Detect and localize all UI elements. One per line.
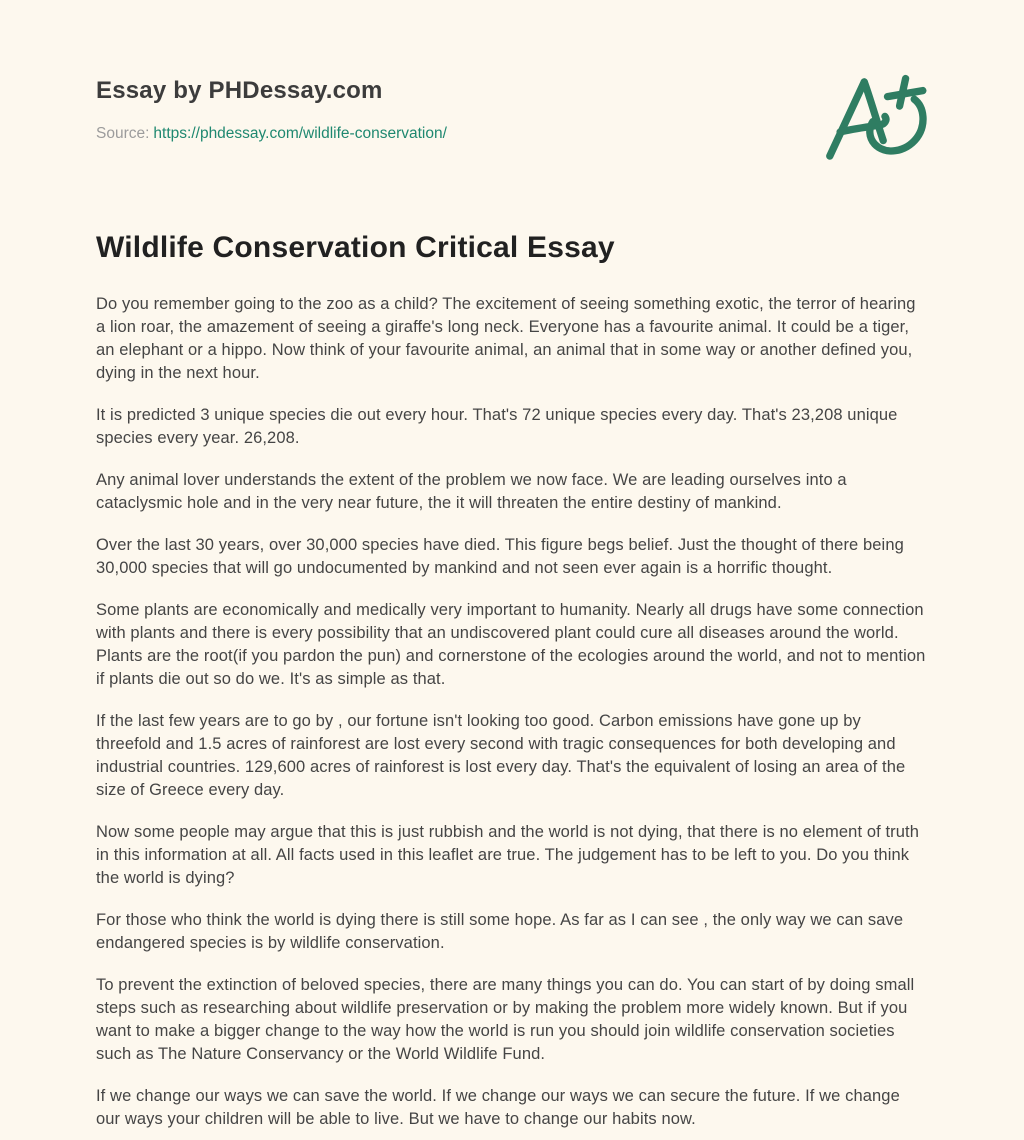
source-label: Source: xyxy=(96,125,150,142)
page-header xyxy=(96,78,928,143)
source-link[interactable]: https://phdessay.com/wildlife-conservation/ xyxy=(153,125,447,142)
essay-paragraph: If the last few years are to go by , our fortune isn't looking too good. Carbon emissions have gone up by threefold and 1.5 acres of rainforest are lost every second with tragic consequences for both developing and industrial countries. 129,600 acres of rainforest is lost every day. That's the equivalent of losing an area of the size of Greece every day. xyxy=(96,712,906,799)
essay-paragraph: For those who think the world is dying there is still some hope. As far as I can see , the only way we can save endangered species is by wildlife conservation. xyxy=(96,911,904,952)
essay-paragraph: It is predicted 3 unique species die out every hour. That's 72 unique species every day. That's 23,208 unique species every year. 26,208. xyxy=(96,406,898,447)
essay-paragraph: Now some people may argue that this is just rubbish and the world is not dying, that there is no element of truth in this information at all. All facts used in this leaflet are true. The judgement has to be left to you. Do you think the world is dying? xyxy=(96,823,919,887)
essay-paragraph: Any animal lover understands the extent of the problem we now face. We are leading ourselves into a cataclysmic hole and in the very near future, the it will threaten the entire destiny of mankind. xyxy=(96,471,847,512)
phdessay-a-plus-logo-icon xyxy=(816,66,928,166)
essay-paragraph: Some plants are economically and medically very important to humanity. Nearly all drugs have some connection with plants and there is every possibility that an undiscovered plant could cure all diseases around the world. Plants are the root(if you pardon the pun) and cornerstone of the ecologies around the world, and not to mention if plants die out so do we. It's as simple as that. xyxy=(96,601,926,688)
essay-title: Wildlife Conservation Critical Essay xyxy=(96,231,615,264)
essay-paragraph: Over the last 30 years, over 30,000 species have died. This figure begs belief. Just the thought of there being 30,000 species that will go undocumented by mankind and not seen ever again is a horrific thought. xyxy=(96,536,904,577)
essay-body xyxy=(96,293,928,1131)
essay-paragraph: Do you remember going to the zoo as a child? The excitement of seeing something exotic, the terror of hearing a lion roar, the amazement of seeing a giraffe's long neck. Everyone has a favourite animal. It could be a tiger, an elephant or a hippo. Now think of your favourite animal, an animal that in some way or another defined you, dying in the next hour. xyxy=(96,295,916,382)
essay-paragraph: If we change our ways we can save the world. If we change our ways we can secure the future. If we change our ways your children will be able to live. But we have to change our habits now. xyxy=(96,1087,900,1128)
essay-page xyxy=(96,0,928,1131)
source-line xyxy=(96,124,928,143)
byline: Essay by PHDessay.com xyxy=(96,77,383,104)
essay-paragraph: To prevent the extinction of beloved species, there are many things you can do. You can start of by doing small steps such as researching about wildlife preservation or by making the problem more widely known. But if you want to make a bigger change to the way how the world is run you should join wildlife conservation societies such as The Nature Conservancy or the World Wildlife Fund. xyxy=(96,976,915,1063)
